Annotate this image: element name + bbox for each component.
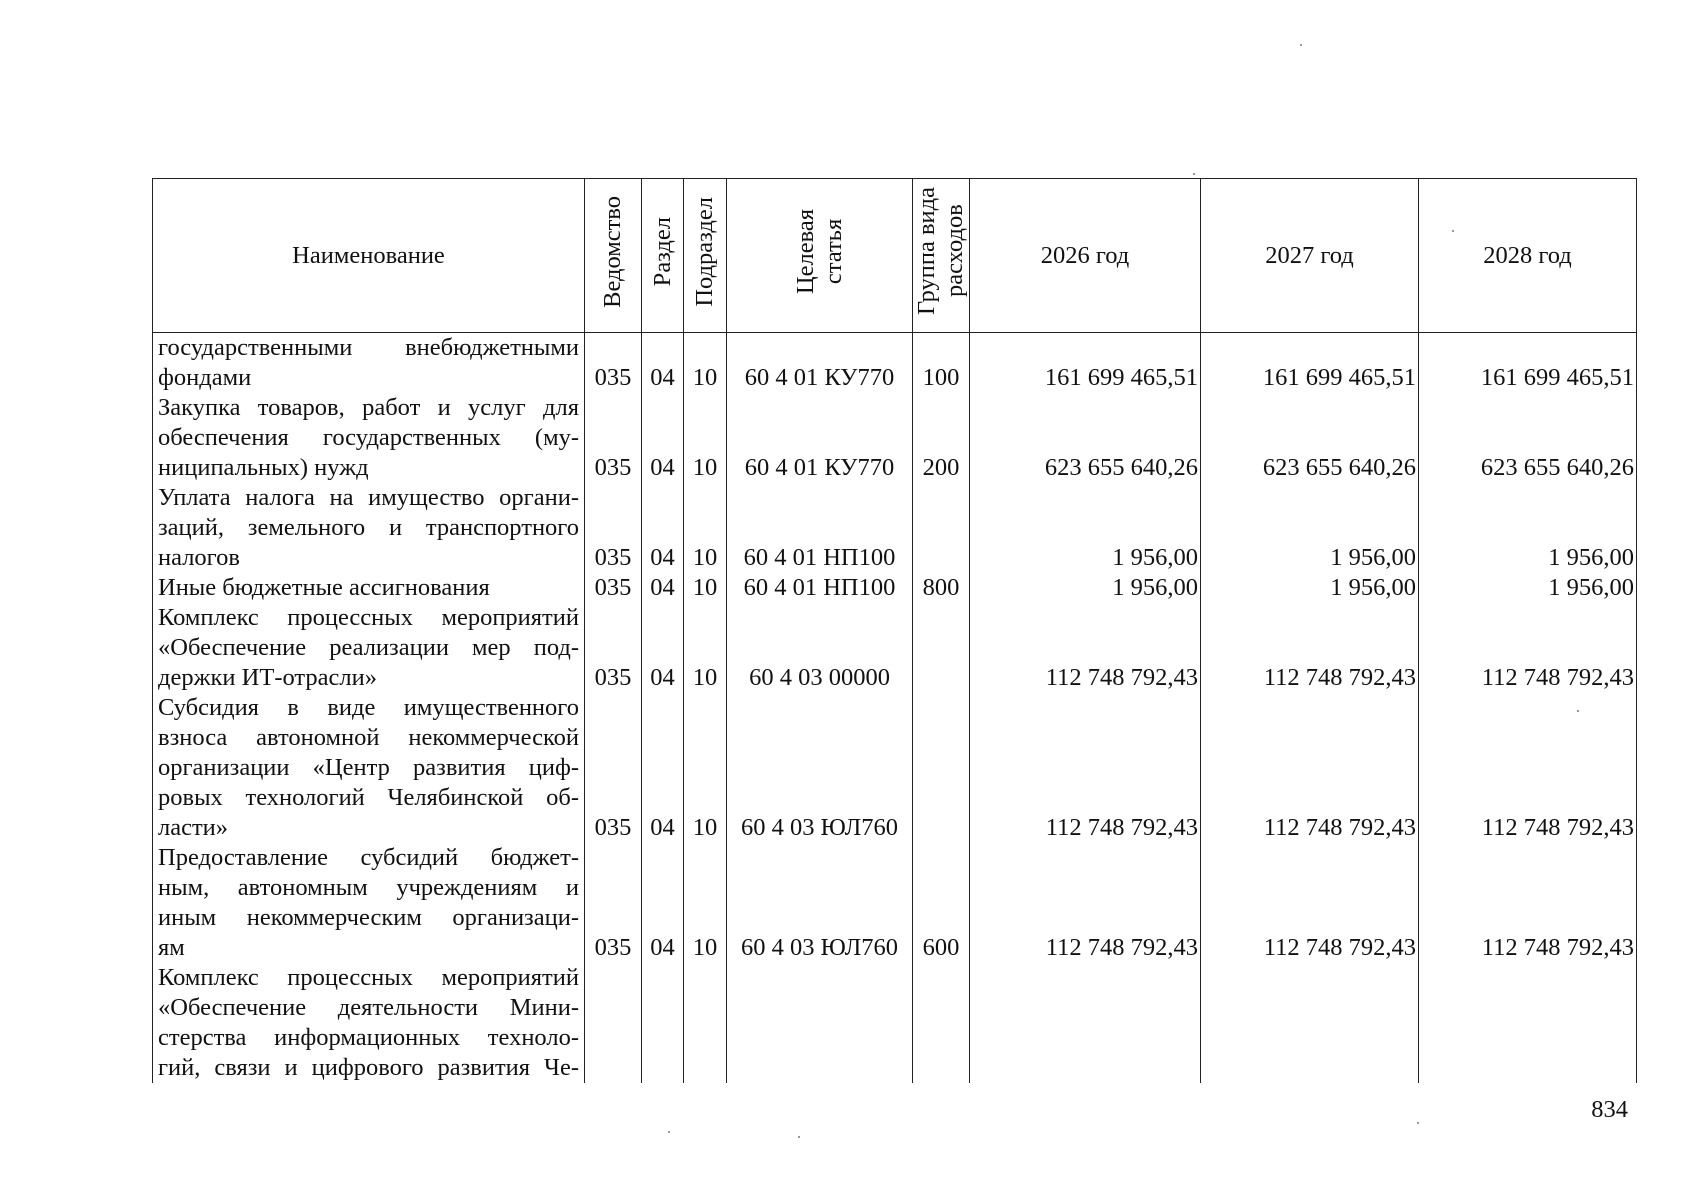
table-row [153, 693, 1637, 843]
cell-amount-2027: 112 748 792,43 [1201, 843, 1419, 963]
cell-podrazdel: 10 [684, 603, 727, 693]
budget-table [152, 178, 1637, 1083]
cell-amount-2026: 112 748 792,43 [970, 693, 1201, 843]
cell-amount-2026 [970, 963, 1201, 1083]
scan-speck [1193, 173, 1195, 175]
table-row [153, 843, 1637, 963]
cell-target-article: 60 4 03 ЮЛ760 [727, 843, 913, 963]
header-podrazdel: Подраздел [684, 179, 727, 333]
name-line: заций, земельного и транспортного [158, 514, 579, 541]
table-row [153, 603, 1637, 693]
cell-name [153, 333, 585, 394]
cell-podrazdel: 10 [684, 843, 727, 963]
cell-name [153, 483, 585, 573]
name-line: стерства информационных техноло- [158, 1024, 579, 1051]
cell-target-article: 60 4 03 ЮЛ760 [727, 693, 913, 843]
cell-razdel: 04 [642, 483, 684, 573]
cell-podrazdel: 10 [684, 483, 727, 573]
name-line: Закупка товаров, работ и услуг для [158, 394, 579, 421]
name-line: организации «Центр развития циф- [158, 754, 579, 781]
scan-speck [798, 1136, 800, 1138]
cell-razdel: 04 [642, 603, 684, 693]
cell-podrazdel [684, 963, 727, 1083]
cell-amount-2026: 112 748 792,43 [970, 603, 1201, 693]
cell-amount-2028: 161 699 465,51 [1419, 333, 1637, 394]
cell-razdel: 04 [642, 843, 684, 963]
cell-expense-group [913, 963, 970, 1083]
cell-amount-2026: 1 956,00 [970, 573, 1201, 603]
cell-name [153, 603, 585, 693]
header-gruppa-vida-raskhodov: Группа вида расходов [913, 179, 970, 333]
table-header-row [153, 179, 1637, 333]
cell-vedomstvo: 035 [585, 603, 642, 693]
cell-target-article: 60 4 01 КУ770 [727, 333, 913, 394]
cell-vedomstvo: 035 [585, 333, 642, 394]
name-line: налогов [158, 544, 240, 571]
name-line: Предоставление субсидий бюджет- [158, 844, 579, 871]
header-name: Наименование [153, 179, 585, 333]
cell-expense-group [913, 603, 970, 693]
cell-expense-group: 600 [913, 843, 970, 963]
name-line: гий, связи и цифрового развития Че- [158, 1054, 579, 1081]
name-line: Уплата налога на имущество органи- [158, 484, 579, 511]
cell-vedomstvo: 035 [585, 483, 642, 573]
name-line: ниципальных) нужд [158, 454, 369, 481]
table-row [153, 333, 1637, 394]
page-number: 834 [1591, 1096, 1628, 1123]
name-line: взноса автономной некоммерческой [158, 724, 579, 751]
scan-speck [1300, 44, 1302, 46]
cell-razdel [642, 963, 684, 1083]
header-year-2026: 2026 год [970, 179, 1201, 333]
cell-name [153, 693, 585, 843]
cell-name [153, 393, 585, 483]
cell-vedomstvo: 035 [585, 693, 642, 843]
cell-target-article: 60 4 01 НП100 [727, 483, 913, 573]
scan-speck [1452, 230, 1454, 232]
cell-amount-2028: 1 956,00 [1419, 483, 1637, 573]
name-line: ровых технологий Челябинской об- [158, 784, 579, 811]
name-line: Субсидия в виде имущественного [158, 694, 579, 721]
cell-amount-2027: 161 699 465,51 [1201, 333, 1419, 394]
cell-vedomstvo [585, 963, 642, 1083]
cell-podrazdel: 10 [684, 573, 727, 603]
cell-podrazdel: 10 [684, 693, 727, 843]
cell-name [153, 573, 585, 603]
cell-vedomstvo: 035 [585, 393, 642, 483]
name-line: иным некоммерческим организаци- [158, 904, 579, 931]
cell-amount-2027: 1 956,00 [1201, 573, 1419, 603]
cell-amount-2028 [1419, 963, 1637, 1083]
table-row [153, 963, 1637, 1083]
cell-razdel: 04 [642, 573, 684, 603]
header-year-2028: 2028 год [1419, 179, 1637, 333]
cell-amount-2028: 623 655 640,26 [1419, 393, 1637, 483]
name-line: фондами [158, 364, 252, 391]
cell-razdel: 04 [642, 393, 684, 483]
cell-amount-2026: 1 956,00 [970, 483, 1201, 573]
header-tselevaya-statya: Целевая статья [727, 179, 913, 333]
cell-target-article: 60 4 03 00000 [727, 603, 913, 693]
cell-amount-2027 [1201, 963, 1419, 1083]
cell-amount-2026: 112 748 792,43 [970, 843, 1201, 963]
name-line: Комплекс процессных мероприятий [158, 604, 579, 631]
cell-target-article [727, 963, 913, 1083]
cell-vedomstvo: 035 [585, 843, 642, 963]
name-line: «Обеспечение деятельности Мини- [158, 994, 579, 1021]
cell-podrazdel: 10 [684, 393, 727, 483]
cell-amount-2026: 623 655 640,26 [970, 393, 1201, 483]
name-line: государственными внебюджетными [158, 334, 579, 361]
cell-expense-group [913, 483, 970, 573]
table-row [153, 483, 1637, 573]
cell-expense-group: 100 [913, 333, 970, 394]
scan-speck [668, 1131, 670, 1133]
name-line: ным, автономным учреждениям и [158, 874, 579, 901]
cell-amount-2028: 112 748 792,43 [1419, 603, 1637, 693]
cell-amount-2027: 1 956,00 [1201, 483, 1419, 573]
cell-name [153, 963, 585, 1083]
name-line: Комплекс процессных мероприятий [158, 964, 579, 991]
cell-podrazdel: 10 [684, 333, 727, 394]
name-line: держки ИТ-отрасли» [158, 664, 377, 691]
cell-expense-group: 200 [913, 393, 970, 483]
name-line: обеспечения государственных (му- [158, 424, 579, 451]
table-row [153, 393, 1637, 483]
cell-expense-group: 800 [913, 573, 970, 603]
cell-vedomstvo: 035 [585, 573, 642, 603]
cell-razdel: 04 [642, 693, 684, 843]
cell-amount-2028: 112 748 792,43 [1419, 693, 1637, 843]
table-row [153, 573, 1637, 603]
cell-razdel: 04 [642, 333, 684, 394]
cell-amount-2028: 1 956,00 [1419, 573, 1637, 603]
cell-amount-2028: 112 748 792,43 [1419, 843, 1637, 963]
header-vedomstvo: Ведомство [585, 179, 642, 333]
cell-amount-2027: 623 655 640,26 [1201, 393, 1419, 483]
header-razdel: Раздел [642, 179, 684, 333]
scan-speck [1577, 710, 1579, 712]
scan-speck [1417, 1122, 1419, 1124]
name-line: «Обеспечение реализации мер под- [158, 634, 579, 661]
name-line: ям [158, 934, 185, 961]
cell-target-article: 60 4 01 КУ770 [727, 393, 913, 483]
cell-expense-group [913, 693, 970, 843]
cell-amount-2027: 112 748 792,43 [1201, 603, 1419, 693]
cell-target-article: 60 4 01 НП100 [727, 573, 913, 603]
cell-amount-2027: 112 748 792,43 [1201, 693, 1419, 843]
cell-name [153, 843, 585, 963]
header-year-2027: 2027 год [1201, 179, 1419, 333]
name-line: Иные бюджетные ассигнования [158, 574, 490, 601]
cell-amount-2026: 161 699 465,51 [970, 333, 1201, 394]
name-line: ласти» [158, 814, 229, 841]
